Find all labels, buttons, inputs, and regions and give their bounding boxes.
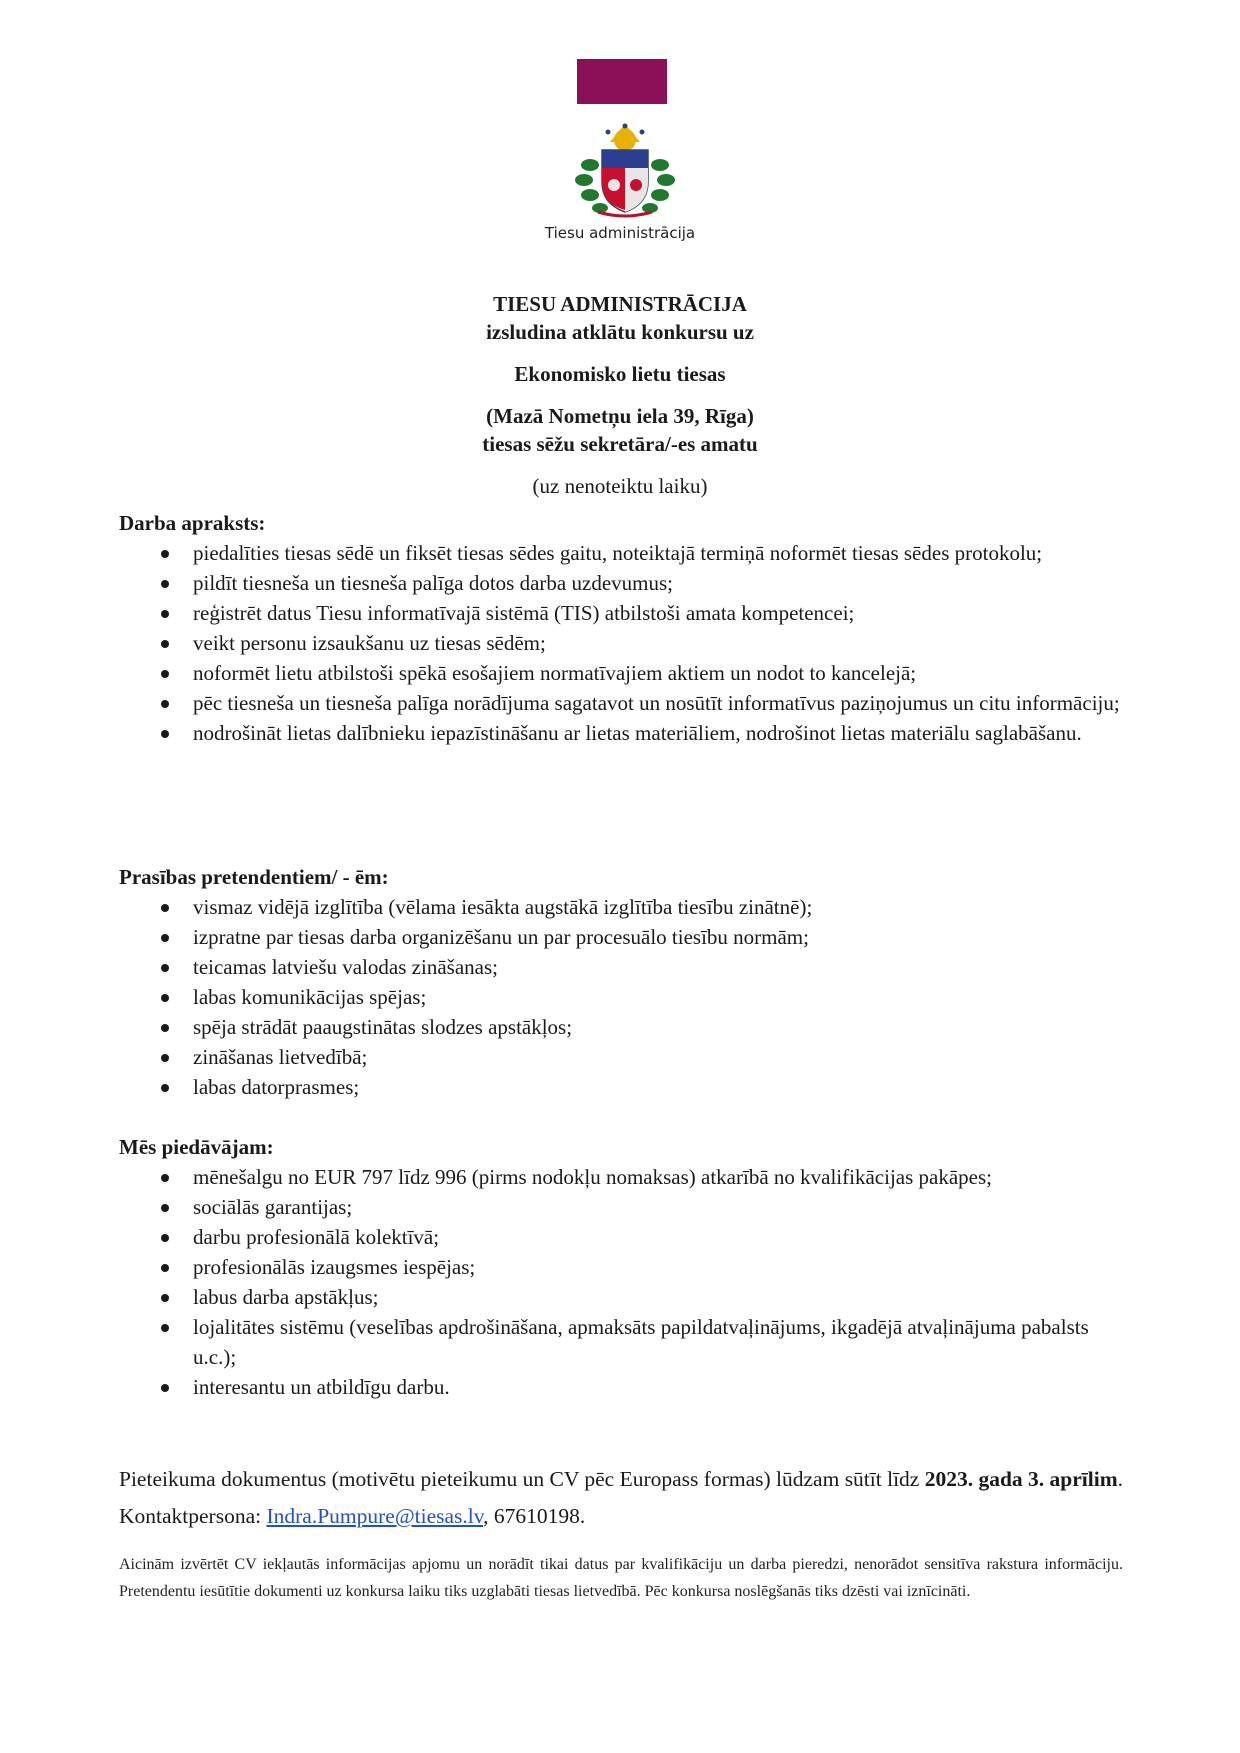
section-job-description	[119, 508, 1129, 748]
coat-of-arms-icon	[570, 120, 680, 220]
list-item: spēja strādāt paaugstinātas slodzes apstākļos;	[119, 1012, 1129, 1042]
title-announcement: izsludina atklātu konkursu uz	[486, 320, 754, 344]
list-item: vismaz vidējā izglītība (vēlama iesākta augstākā izglītība tiesību zinātnē);	[119, 892, 1129, 922]
list-item: piedalīties tiesas sēdē un fiksēt tiesas sēdes gaitu, noteiktajā termiņā noformēt tiesas sēdes protokolu;	[119, 538, 1129, 568]
list-item: pildīt tiesneša un tiesneša palīga dotos darba uzdevumus;	[119, 568, 1129, 598]
title-term: (uz nenoteiktu laiku)	[532, 474, 708, 498]
list-item: reģistrēt datus Tiesu informatīvajā sistēmā (TIS) atbilstoši amata kompetencei;	[119, 598, 1129, 628]
list-item: mēnešalgu no EUR 797 līdz 996 (pirms nodokļu nomaksas) atkarībā no kvalifikācijas pakāpes;	[119, 1162, 1129, 1192]
list-item: sociālās garantijas;	[119, 1192, 1129, 1222]
privacy-note: Aicinām izvērtēt CV iekļautās informācijas apjomu un norādīt tikai datus par kvalifikāciju un darba pieredzi, nenorādot sensitīva rakstura informāciju. Pretendentu iesūtītie dokumenti uz konkursa laiku tiks uzglabāti tiesas lietvedībā. Pēc konkursa noslēgšanās tiks dzēsti vai iznīcināti.	[119, 1556, 1123, 1600]
list-item: profesionālās izaugsmes iespējas;	[119, 1252, 1129, 1282]
section-heading: Prasības pretendentiem/ - ēm:	[119, 865, 389, 889]
list-item: lojalitātes sistēmu (veselības apdrošināšana, apmaksāts papildatvaļinājums, ikgadējā atvaļinājuma pabalsts u.c.);	[119, 1312, 1129, 1372]
application-deadline: 2023. gada 3. aprīlim	[924, 1467, 1118, 1491]
bullet-list	[119, 1162, 1129, 1402]
title-court: Ekonomisko lietu tiesas	[514, 362, 726, 386]
list-item: teicamas latviešu valodas zināšanas;	[119, 952, 1129, 982]
contact-phone: , 67610198.	[483, 1504, 586, 1528]
section-heading: Mēs piedāvājam:	[119, 1135, 274, 1159]
list-item: veikt personu izsaukšanu uz tiesas sēdēm;	[119, 628, 1129, 658]
list-item: izpratne par tiesas darba organizēšanu un par procesuālo tiesību normām;	[119, 922, 1129, 952]
list-item: zināšanas lietvedībā;	[119, 1042, 1129, 1072]
bullet-list	[119, 538, 1129, 748]
section-heading: Darba apraksts:	[119, 511, 266, 535]
list-item: nodrošināt lietas dalībnieku iepazīstināšanu ar lietas materiāliem, nodrošinot lietas materiālu saglabāšanu.	[119, 718, 1129, 748]
org-caption: Tiesu administrācija	[544, 224, 696, 242]
list-item: pēc tiesneša un tiesneša palīga norādījuma sagatavot un nosūtīt informatīvus paziņojumus un citu informāciju;	[119, 688, 1129, 718]
application-text: Pieteikuma dokumentus (motivētu pieteikumu un CV pēc Europass formas) lūdzam sūtīt līdz	[119, 1467, 920, 1491]
title-address: (Mazā Nometņu iela 39, Rīga)	[486, 404, 754, 428]
contact-email-link[interactable]: Indra.Pumpure@tiesas.lv	[266, 1504, 484, 1528]
section-offer	[119, 1132, 1129, 1402]
application-paragraph	[119, 1461, 1123, 1535]
title-block	[150, 290, 1090, 500]
list-item: noformēt lietu atbilstoši spēkā esošajiem normatīvajiem aktiem un nodot to kancelejā;	[119, 658, 1129, 688]
list-item: labus darba apstākļus;	[119, 1282, 1129, 1312]
section-requirements	[119, 862, 1129, 1102]
logo-color-bar	[577, 59, 667, 104]
list-item: labas datorprasmes;	[119, 1072, 1129, 1102]
bullet-list	[119, 892, 1129, 1102]
title-org: TIESU ADMINISTRĀCIJA	[493, 292, 747, 316]
list-item: interesantu un atbildīgu darbu.	[119, 1372, 1129, 1402]
list-item: labas komunikācijas spējas;	[119, 982, 1129, 1012]
list-item: darbu profesionālā kolektīvā;	[119, 1222, 1129, 1252]
title-position: tiesas sēžu sekretāra/-es amatu	[482, 432, 758, 456]
contact-label: . Kontaktpersona:	[119, 1467, 1124, 1528]
